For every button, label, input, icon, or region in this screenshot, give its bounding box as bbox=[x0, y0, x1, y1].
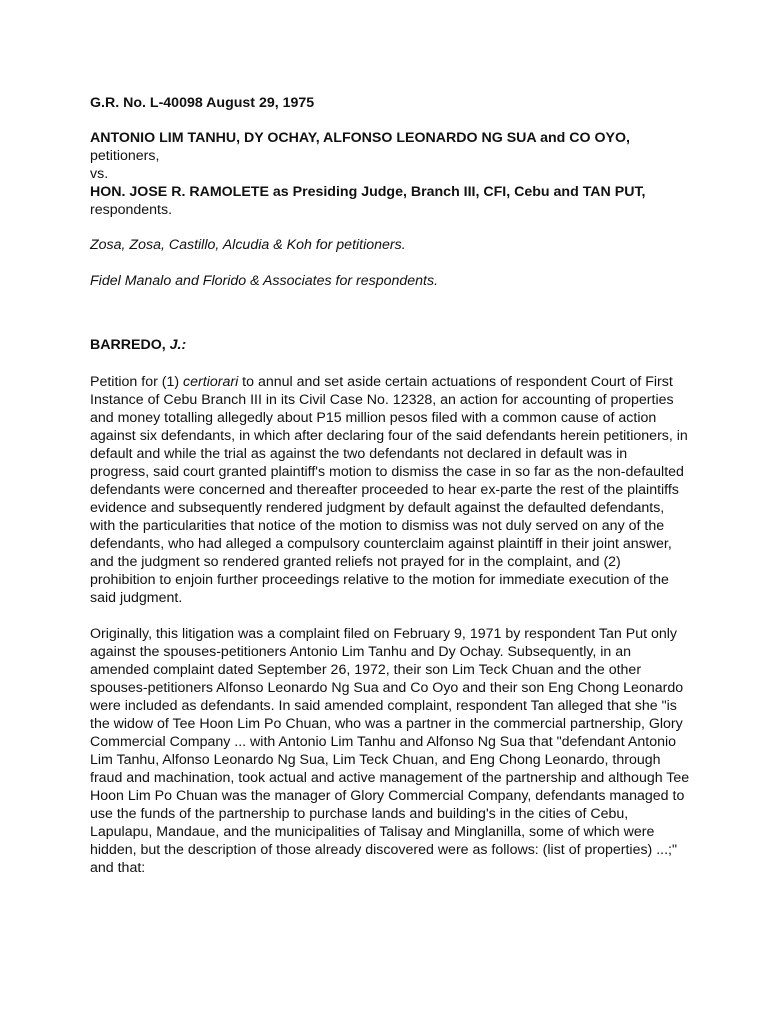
paragraph-1-run-2: certiorari bbox=[183, 374, 239, 390]
petitioners-role: petitioners, bbox=[90, 148, 160, 164]
paragraph-2-run-1: Originally, this litigation was a complaint filed on February 9, 1971 by respondent Tan Put only against the spouses-petitioners Antonio Lim Tanhu and Dy Ochay. Subsequently, in an amended complaint dated September 26, 1972, their son Lim Teck Chuan and the other spouses-petitioners Alfonso Leonardo Ng Sua and Co Oyo and their son Eng Chong Leonardo were included as defendants. In said amended complaint, respondent Tan alleged that she "is the widow of Tee Hoon Lim Po Chuan, who was a partner in the commercial partnership, Glory Commercial Company ... with Antonio Lim Tanhu and Alfonso Ng Sua that "defendant Antonio Lim Tanhu, Alfonso Leonardo Ng Sua, Lim Teck Chuan, and Eng Chong Leonardo, through fraud and machination, took actual and active management of the partnership and although Tee Hoon Lim Po Chuan was the manager of Glory Commercial Company, defendants managed to use the funds of the partnership to purchase lands and building's in the cities of Cebu, Lapulapu, Mandaue, and the municipalities of Talisay and Minglanilla, some of which were hidden, but the description of those already discovered were as follows: (list of properties) ...;" and that: bbox=[90, 626, 690, 876]
ponente bbox=[90, 336, 690, 354]
counsel-for-petitioners: Zosa, Zosa, Castillo, Alcudia & Koh for petitioners. bbox=[90, 237, 406, 253]
paragraph-1-run-1: Petition for (1) bbox=[90, 374, 184, 390]
counsel-for-respondents: Fidel Manalo and Florido & Associates for respondents. bbox=[90, 273, 439, 289]
petitioners-names: ANTONIO LIM TANHU, DY OCHAY, ALFONSO LEONARDO NG SUA and CO OYO, bbox=[90, 130, 630, 146]
body-paragraph-1 bbox=[90, 373, 690, 607]
document-page bbox=[90, 94, 690, 877]
ponente-name: BARREDO, bbox=[90, 337, 170, 353]
case-number: G.R. No. L-40098 August 29, 1975 bbox=[90, 95, 315, 111]
versus-label: vs. bbox=[90, 166, 109, 182]
respondents-role: respondents. bbox=[90, 202, 173, 218]
case-parties bbox=[90, 129, 690, 219]
body-paragraph-2 bbox=[90, 625, 690, 877]
ponente-title: J.: bbox=[169, 337, 187, 353]
respondents-names: HON. JOSE R. RAMOLETE as Presiding Judge, Branch III, CFI, Cebu and TAN PUT, bbox=[90, 184, 646, 200]
paragraph-1-run-3: to annul and set aside certain actuations of respondent Court of First Instance of Cebu Branch III in its Civil Case No. 12328, an action for accounting of properties and money totalling allegedly about P15 million pesos filed with a common cause of action against six defendants, in which after declaring four of the said defendants herein petitioners, in default and while the trial as against the two defendants not declared in default was in progress, said court granted plaintiff's motion to dismiss the case in so far as the non-defaulted defendants were concerned and thereafter proceeded to hear ex-parte the rest of the plaintiffs evidence and subsequently rendered judgment by default against the defaulted defendants, with the particularities that notice of the motion to dismiss was not duly served on any of the defendants, who had alleged a compulsory counterclaim against plaintiff in their joint answer, and the judgment so rendered granted reliefs not prayed for in the complaint, and (2) prohibition to enjoin further proceedings relative to the motion for immediate execution of the said judgment. bbox=[90, 374, 688, 606]
